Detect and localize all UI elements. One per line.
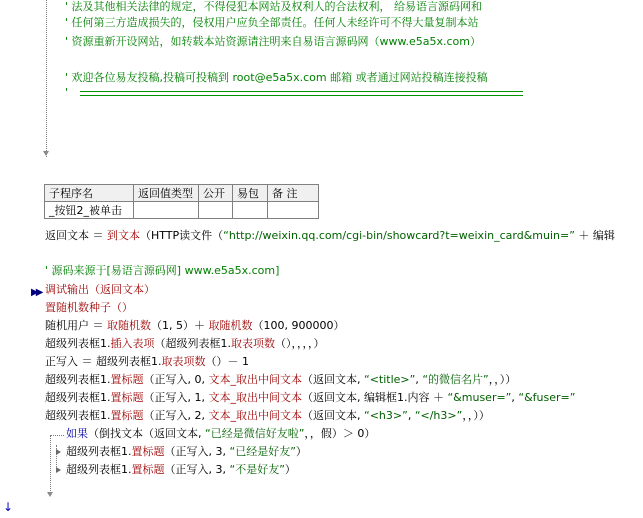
comment-line-3: ' 资源重新开设网站，如转载本站资源请注明来自易语言源码网（www.e5a5x.com） [65,35,481,48]
code-line-set-title-2[interactable] [45,408,490,424]
code-text: 超级列表框1. [45,391,111,404]
code-command: 置标题 [110,373,144,386]
code-command: 插入表项 [110,337,155,350]
code-keyword: 如果 [66,427,88,440]
code-string: “<h3>” [364,409,408,422]
code-line-set-title-0[interactable] [45,372,516,388]
code-line-rand[interactable] [45,318,344,334]
editor-gutter [0,0,10,518]
code-command: 取随机数 [208,319,253,332]
code-text: （返回文本, [302,409,364,422]
code-command: 取表项数 [231,337,275,350]
code-text: （倒找文本（返回文本, [88,427,205,440]
code-string: “&muser=” [447,391,512,404]
code-command: 到文本 [107,229,140,242]
code-text: 正写入 ＝ 超级列表框1. [45,355,162,368]
code-text: , [415,373,423,386]
code-command: 文本_取出中间文本 [208,409,302,422]
code-line-debug[interactable]: 调试输出（返回文本） [45,283,155,296]
header-cell: 返回值类型 [134,185,199,202]
comment-line-1: ' 法及其他相关法律的规定，不得侵犯本网站及权利人的合法权利， 给易语言源码网和 [65,0,483,13]
code-text: ＋ 编辑 [574,229,615,242]
code-string: “不是好友” [229,463,285,476]
code-text: 超级列表框1. [66,445,132,458]
code-text: ，，）） [462,409,490,422]
code-command: 置标题 [131,463,165,476]
code-text: （1, 5）＋ [151,319,209,332]
code-string: “的微信名片” [422,373,489,386]
code-text: （正写入, 2, [143,409,209,422]
code-text: 随机用户 ＝ [45,319,107,332]
code-text: （超级列表框1. [154,337,231,350]
code-command: 文本_取出中间文本 [208,373,302,386]
code-command: 置标题 [110,391,144,404]
comment-line-4: ' 欢迎各位易友投稿,投稿可投稿到 root@e5a5x.com 邮箱 或者通过网站投稿连接投稿 [65,71,488,84]
triangle-right-icon [56,449,61,455]
code-line-seed[interactable]: 置随机数种子（） [45,301,133,314]
code-command: 取表项数 [161,355,206,368]
flow-line [50,435,51,493]
code-text: 超级列表框1. [66,463,132,476]
code-command: 置标题 [110,409,144,422]
return-type-cell[interactable] [134,202,199,219]
code-text: ） [284,463,296,476]
code-line-if-true[interactable] [66,444,307,460]
comment-source: ' 源码来源于[易语言源码网] www.e5a5x.com] [45,264,280,277]
code-string: “http://weixin.qq.com/cgi-bin/showcard?t=weixin_card&muin=” [223,229,575,242]
subroutine-table [44,184,319,219]
fold-guide-line [46,0,47,157]
comment-line-5: ' [65,86,69,99]
table-row[interactable] [45,202,319,219]
public-cell[interactable] [199,202,233,219]
code-text: （返回文本, 编辑框1.内容 ＋ [302,391,448,404]
code-string: “</h3>” [414,409,463,422]
header-cell: 易包 [233,185,268,202]
code-text: （）－ 1 [205,355,249,368]
header-cell: 公开 [199,185,233,202]
code-text: 返回文本 ＝ [45,229,107,242]
code-line-insert[interactable] [45,336,325,352]
code-line-write[interactable] [45,354,249,370]
triangle-down-icon [47,492,53,497]
code-text: （正写入, 3, [164,445,230,458]
remark-cell[interactable] [268,202,319,219]
double-chevron-right-icon: ▶▶ [31,287,41,298]
code-text: （正写入, 0, [143,373,209,386]
code-string: “已经是微信好友啦” [205,427,305,440]
triangle-down-icon[interactable] [43,151,49,156]
code-command: 文本_取出中间文本 [208,391,302,404]
code-line-if-false[interactable] [66,462,296,478]
easy-package-cell[interactable] [233,202,268,219]
flow-line [50,435,64,436]
code-command: 取随机数 [107,319,151,332]
code-text: ，，假）＞ 0） [304,427,376,440]
code-text: 超级列表框1. [45,409,111,422]
comment-separator-rule [80,91,523,96]
header-cell: 子程序名 [45,185,134,202]
code-text: （HTTP读文件（ [140,229,224,242]
triangle-right-icon [56,467,61,473]
subroutine-name-cell[interactable]: _按钮2_被单击 [45,202,134,219]
code-line-http[interactable] [45,228,615,244]
code-text: ） [295,445,307,458]
down-arrow-icon[interactable]: ↓ [3,500,14,514]
code-text: （100, 900000） [252,319,345,332]
code-line-set-title-1[interactable] [45,390,575,406]
code-string: “已经是好友” [229,445,296,458]
code-text: （返回文本, [302,373,364,386]
code-text: 超级列表框1. [45,337,111,350]
code-string: “&fuser=” [518,391,576,404]
code-text: （），，，，） [275,337,325,350]
code-command: 置标题 [131,445,165,458]
code-text: , [407,409,415,422]
code-text: ，，）） [488,373,517,386]
code-line-if[interactable] [66,426,375,442]
code-text: （正写入, 3, [164,463,230,476]
code-text: （正写入, 1, [143,391,209,404]
comment-line-2: ' 任何第三方造成损失的，侵权用户应负全部责任。任何人未经许可不得大量复制本站 [65,16,479,29]
code-text: , [511,391,519,404]
code-text: 超级列表框1. [45,373,111,386]
code-string: “<title>” [364,373,416,386]
subroutine-table-header [45,185,319,202]
header-cell: 备 注 [268,185,319,202]
